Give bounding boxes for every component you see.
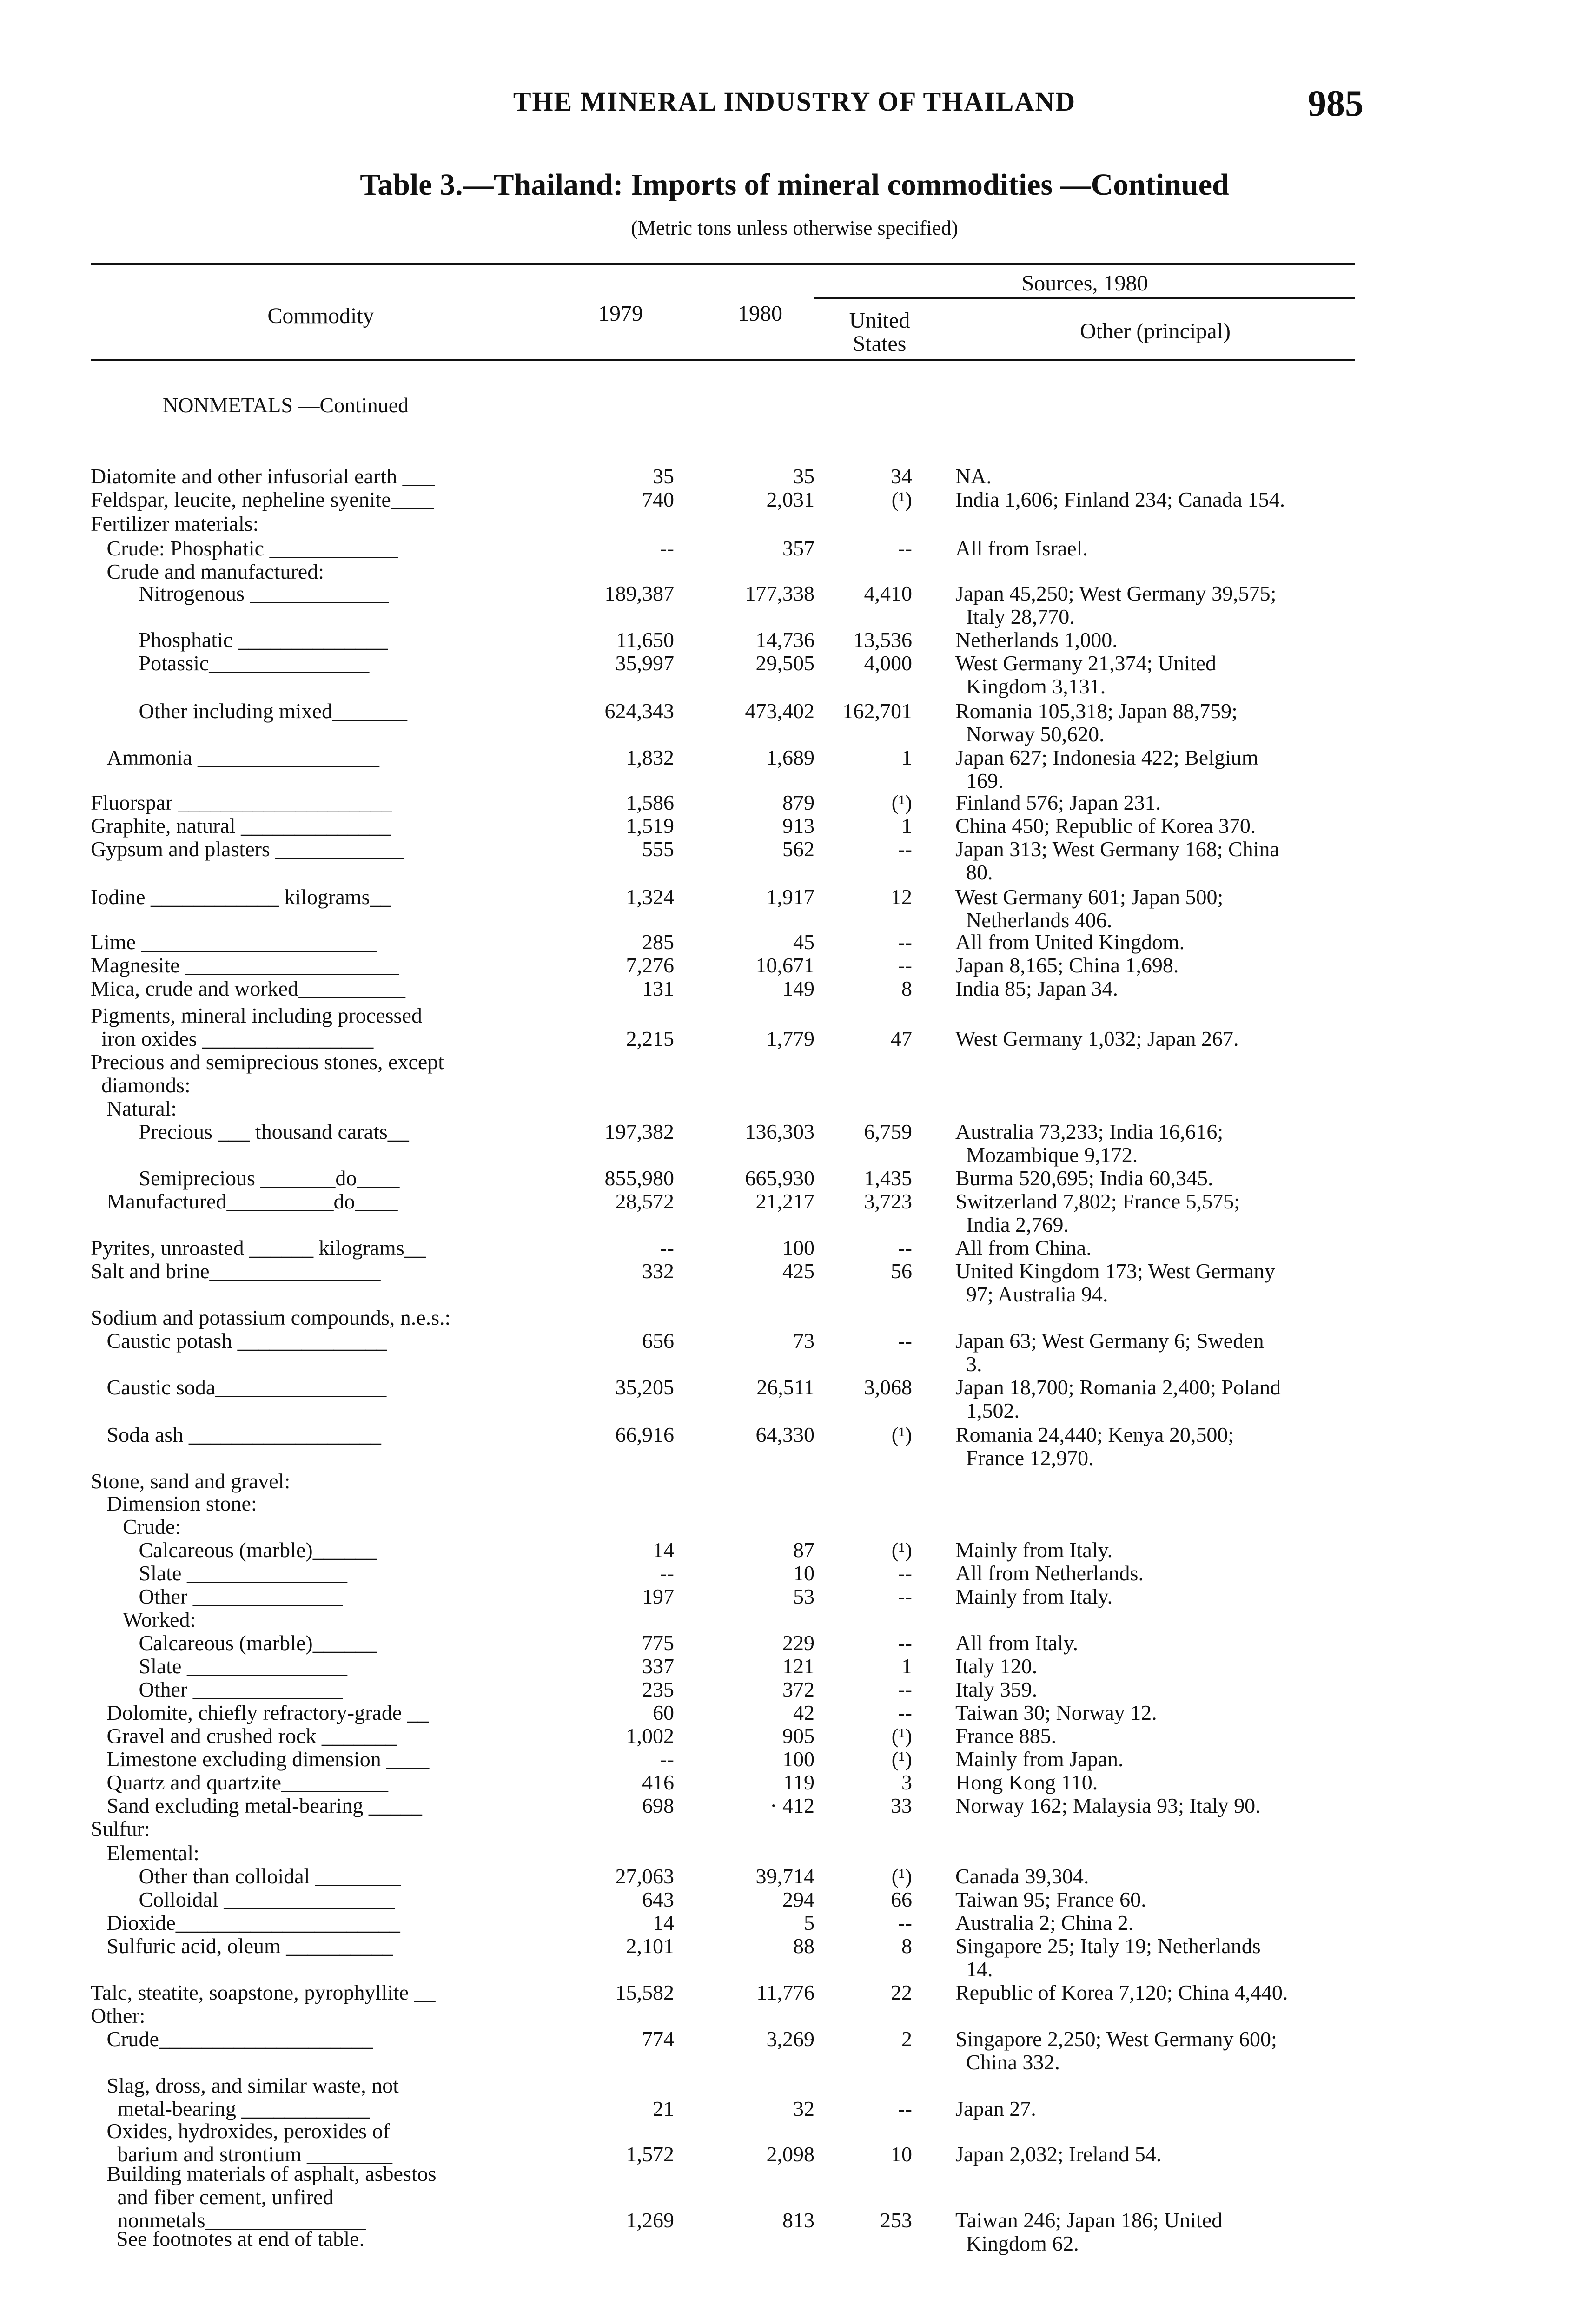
cell-commodity: Pyrites, unroasted ______ kilograms__: [91, 1236, 426, 1260]
cell-commodity: Caustic soda________________: [91, 1375, 387, 1399]
cell-united-states: 12: [891, 885, 912, 909]
cell-1980: · 412: [770, 1794, 814, 1817]
cell-1980: 29,505: [755, 651, 814, 675]
cell-1980: 177,338: [745, 581, 814, 605]
cell-other-sources: Canada 39,304.: [955, 1864, 1089, 1888]
cell-united-states: 56: [891, 1259, 912, 1283]
cell-1979: 27,063: [615, 1864, 674, 1888]
col-header-commodity: Commodity: [267, 304, 374, 328]
cell-other-sources: Taiwan 30; Norway 12.: [955, 1701, 1157, 1724]
col-header-1980: 1980: [738, 301, 782, 326]
cell-1979: 416: [642, 1770, 674, 1794]
running-title: THE MINERAL INDUSTRY OF THAILAND: [513, 86, 1076, 117]
cell-commodity: Pigments, mineral including processed iron oxides ________________: [91, 1004, 422, 1050]
cell-united-states: --: [898, 1561, 912, 1585]
cell-commodity: Calcareous (marble)______: [91, 1631, 377, 1655]
cell-commodity: Slate _______________: [91, 1561, 347, 1585]
cell-1980: 149: [782, 977, 814, 1000]
cell-commodity: Calcareous (marble)______: [91, 1538, 377, 1562]
cell-1980: 35: [793, 464, 814, 488]
cell-1979: 14: [653, 1911, 674, 1934]
cell-other-sources: Japan 313; West Germany 168; China 80.: [955, 837, 1279, 884]
cell-1979: 1,002: [626, 1724, 674, 1748]
cell-other-sources: France 885.: [955, 1724, 1057, 1748]
cell-1979: 21: [653, 2097, 674, 2120]
cell-united-states: (¹): [891, 1538, 912, 1562]
cell-united-states: 8: [901, 1934, 912, 1958]
cell-1980: 372: [782, 1677, 814, 1701]
cell-1979: 35,205: [615, 1375, 674, 1399]
cell-1979: 235: [642, 1677, 674, 1701]
cell-1980: 121: [782, 1654, 814, 1678]
cell-1980: 229: [782, 1631, 814, 1655]
cell-commodity: Diatomite and other infusorial earth ___: [91, 464, 435, 488]
cell-1979: 855,980: [604, 1166, 674, 1190]
cell-other-sources: China 450; Republic of Korea 370.: [955, 814, 1256, 838]
cell-1980: 5: [804, 1911, 814, 1934]
cell-commodity: Talc, steatite, soapstone, pyrophyllite __: [91, 1981, 436, 2004]
cell-1980: 473,402: [745, 699, 814, 723]
cell-commodity: Ammonia _________________: [91, 746, 379, 769]
cell-commodity: Iodine ____________ kilograms__: [91, 885, 391, 909]
cell-commodity: Limestone excluding dimension ____: [91, 1747, 430, 1771]
cell-other-sources: Italy 120.: [955, 1654, 1038, 1678]
cell-commodity: Manufactured__________do____: [91, 1189, 398, 1213]
cell-1980: 10,671: [755, 953, 814, 977]
cell-1979: 35,997: [615, 651, 674, 675]
cell-other-sources: Japan 27.: [955, 2097, 1036, 2120]
table-subtitle: (Metric tons unless otherwise specified): [631, 217, 958, 239]
cell-united-states: 47: [891, 1027, 912, 1050]
cell-other-sources: Romania 24,440; Kenya 20,500; France 12,970.: [955, 1423, 1234, 1470]
cell-commodity: Building materials of asphalt, asbestos and fiber cement, unfired nonmetals_______________: [106, 2162, 437, 2232]
cell-1979: 7,276: [626, 953, 674, 977]
cell-commodity: Potassic_______________: [91, 651, 370, 675]
cell-commodity: Graphite, natural ______________: [91, 814, 391, 838]
cell-united-states: 1: [901, 814, 912, 838]
col-header-sources: Sources, 1980: [1021, 271, 1148, 296]
cell-other-sources: Italy 359.: [955, 1677, 1038, 1701]
cell-commodity: Slag, dross, and similar waste, not metal-bearing ____________: [106, 2073, 399, 2120]
cell-other-sources: Japan 627; Indonesia 422; Belgium 169.: [955, 746, 1258, 792]
cell-commodity: Mica, crude and worked__________: [91, 977, 406, 1000]
cell-commodity: Fertilizer materials:: [91, 512, 259, 535]
cell-1979: 1,586: [626, 791, 674, 814]
cell-united-states: (¹): [891, 1864, 912, 1888]
cell-commodity: Magnesite ____________________: [91, 953, 399, 977]
cell-other-sources: Singapore 25; Italy 19; Netherlands 14.: [955, 1934, 1261, 1981]
cell-1979: 285: [642, 930, 674, 954]
page-number: 985: [1308, 83, 1364, 124]
cell-1980: 2,031: [766, 488, 814, 511]
cell-1980: 425: [782, 1259, 814, 1283]
cell-commodity: Other ______________: [91, 1585, 343, 1608]
cell-commodity: Sand excluding metal-bearing _____: [91, 1794, 422, 1817]
cell-other-sources: Norway 162; Malaysia 93; Italy 90.: [955, 1794, 1261, 1817]
cell-commodity: Stone, sand and gravel:: [91, 1469, 291, 1493]
cell-united-states: --: [898, 1236, 912, 1260]
cell-united-states: 162,701: [842, 699, 912, 723]
cell-united-states: 34: [891, 464, 912, 488]
cell-commodity: Dioxide_____________________: [91, 1911, 400, 1934]
cell-1979: 740: [642, 488, 674, 511]
cell-1980: 39,714: [755, 1864, 814, 1888]
cell-other-sources: Romania 105,318; Japan 88,759; Norway 50,620.: [955, 699, 1238, 746]
cell-commodity: Dolomite, chiefly refractory-grade __: [91, 1701, 429, 1724]
cell-commodity: Elemental:: [91, 1841, 199, 1865]
cell-commodity: Feldspar, leucite, nepheline syenite____: [91, 488, 434, 511]
cell-united-states: 4,410: [864, 581, 912, 605]
cell-1979: --: [660, 536, 674, 560]
cell-commodity: Crude and manufactured:: [91, 560, 324, 583]
cell-other-sources: Netherlands 1,000.: [955, 628, 1118, 652]
cell-1979: 2,215: [626, 1027, 674, 1050]
cell-commodity: Sodium and potassium compounds, n.e.s.:: [91, 1306, 451, 1329]
cell-commodity: Dimension stone:: [91, 1492, 257, 1515]
cell-1980: 100: [782, 1747, 814, 1771]
cell-1980: 1,689: [766, 746, 814, 769]
cell-1980: 45: [793, 930, 814, 954]
cell-other-sources: All from Italy.: [955, 1631, 1079, 1655]
cell-united-states: --: [898, 2097, 912, 2120]
cell-commodity: Slate _______________: [91, 1654, 347, 1678]
cell-1979: 2,101: [626, 1934, 674, 1958]
cell-united-states: --: [898, 1677, 912, 1701]
cell-other-sources: Japan 18,700; Romania 2,400; Poland 1,502.: [955, 1375, 1281, 1422]
col-header-united-states: United States: [849, 308, 910, 357]
cell-other-sources: Burma 520,695; India 60,345.: [955, 1166, 1213, 1190]
cell-1980: 136,303: [745, 1120, 814, 1143]
cell-1979: 66,916: [615, 1423, 674, 1446]
cell-united-states: 1: [901, 1654, 912, 1678]
cell-1980: 294: [782, 1888, 814, 1911]
cell-1979: 337: [642, 1654, 674, 1678]
cell-united-states: 6,759: [864, 1120, 912, 1143]
cell-1980: 357: [782, 536, 814, 560]
cell-commodity: Semiprecious _______do____: [91, 1166, 400, 1190]
cell-commodity: Other:: [91, 2004, 146, 2027]
cell-1979: 656: [642, 1329, 674, 1353]
cell-other-sources: All from Netherlands.: [955, 1561, 1144, 1585]
cell-1980: 119: [783, 1770, 814, 1794]
cell-commodity: Soda ash __________________: [91, 1423, 381, 1446]
cell-1980: 32: [793, 2097, 814, 2120]
col-header-1979: 1979: [598, 301, 643, 326]
header-bottom-rule: [91, 359, 1355, 361]
cell-other-sources: Mainly from Italy.: [955, 1585, 1113, 1608]
cell-other-sources: West Germany 601; Japan 500; Netherlands 406.: [955, 885, 1224, 932]
cell-1980: 11,776: [756, 1981, 814, 2004]
cell-1979: 1,324: [626, 885, 674, 909]
cell-1979: 15,582: [615, 1981, 674, 2004]
cell-1980: 3,269: [766, 2027, 814, 2051]
cell-commodity: Quartz and quartzite__________: [91, 1770, 388, 1794]
cell-1979: 698: [642, 1794, 674, 1817]
cell-united-states: --: [898, 953, 912, 977]
cell-1980: 813: [782, 2208, 814, 2232]
cell-commodity: Colloidal ________________: [91, 1888, 395, 1911]
cell-1980: 42: [793, 1701, 814, 1724]
cell-1980: 88: [793, 1934, 814, 1958]
cell-commodity: Crude____________________: [91, 2027, 373, 2051]
cell-other-sources: Taiwan 246; Japan 186; United Kingdom 62.: [955, 2208, 1223, 2255]
cell-other-sources: West Germany 1,032; Japan 267.: [955, 1027, 1239, 1050]
cell-1979: 624,343: [604, 699, 674, 723]
cell-other-sources: Mainly from Japan.: [955, 1747, 1124, 1771]
cell-commodity: Other ______________: [91, 1677, 343, 1701]
cell-other-sources: West Germany 21,374; United Kingdom 3,131.: [955, 651, 1216, 698]
cell-united-states: --: [898, 930, 912, 954]
cell-united-states: 2: [901, 2027, 912, 2051]
cell-other-sources: Japan 8,165; China 1,698.: [955, 953, 1179, 977]
cell-other-sources: India 1,606; Finland 234; Canada 154.: [955, 488, 1285, 511]
cell-commodity: Phosphatic ______________: [91, 628, 388, 652]
cell-other-sources: NA.: [955, 464, 992, 488]
cell-other-sources: All from China.: [955, 1236, 1092, 1260]
cell-other-sources: Taiwan 95; France 60.: [955, 1888, 1146, 1911]
cell-1979: 774: [642, 2027, 674, 2051]
cell-1980: 87: [793, 1538, 814, 1562]
cell-other-sources: Japan 63; West Germany 6; Sweden 3.: [955, 1329, 1264, 1376]
cell-1980: 14,736: [755, 628, 814, 652]
cell-1980: 10: [793, 1561, 814, 1585]
cell-other-sources: India 85; Japan 34.: [955, 977, 1119, 1000]
cell-1980: 1,779: [766, 1027, 814, 1050]
cell-other-sources: Japan 45,250; West Germany 39,575; Italy 28,770.: [955, 581, 1277, 628]
cell-1979: 11,650: [616, 628, 674, 652]
cell-united-states: --: [898, 1585, 912, 1608]
cell-united-states: 33: [891, 1794, 912, 1817]
cell-commodity: Nitrogenous _____________: [91, 581, 389, 605]
cell-1980: 73: [793, 1329, 814, 1353]
cell-commodity: Worked:: [91, 1608, 196, 1631]
cell-commodity: Precious ___ thousand carats__: [91, 1120, 409, 1143]
cell-1979: 1,832: [626, 746, 674, 769]
cell-commodity: Gravel and crushed rock _______: [91, 1724, 397, 1748]
cell-other-sources: Japan 2,032; Ireland 54.: [955, 2142, 1162, 2166]
cell-1979: 131: [642, 977, 674, 1000]
cell-other-sources: Mainly from Italy.: [955, 1538, 1113, 1562]
cell-1980: 64,330: [755, 1423, 814, 1446]
cell-1979: 1,519: [626, 814, 674, 838]
cell-other-sources: Hong Kong 110.: [955, 1770, 1098, 1794]
cell-1980: 905: [782, 1724, 814, 1748]
cell-united-states: (¹): [891, 1724, 912, 1748]
cell-united-states: 13,536: [853, 628, 912, 652]
cell-united-states: 3: [901, 1770, 912, 1794]
cell-united-states: (¹): [891, 1747, 912, 1771]
table-title: Table 3.—Thailand: Imports of mineral commodities —Continued: [360, 168, 1229, 202]
cell-commodity: Fluorspar ____________________: [91, 791, 392, 814]
footnote: See footnotes at end of table.: [116, 2227, 364, 2251]
cell-1979: 332: [642, 1259, 674, 1283]
cell-1980: 100: [782, 1236, 814, 1260]
col-header-other: Other (principal): [1080, 319, 1231, 343]
cell-united-states: (¹): [891, 791, 912, 814]
cell-1979: 60: [653, 1701, 674, 1724]
cell-1979: 28,572: [615, 1189, 674, 1213]
cell-1979: 1,269: [626, 2208, 674, 2232]
cell-other-sources: Singapore 2,250; West Germany 600; China 332.: [955, 2027, 1277, 2074]
cell-1979: 197,382: [604, 1120, 674, 1143]
cell-united-states: 1: [901, 746, 912, 769]
cell-1980: 2,098: [766, 2142, 814, 2166]
cell-united-states: 253: [880, 2208, 912, 2232]
table-top-rule: [91, 263, 1355, 265]
cell-united-states: 3,068: [864, 1375, 912, 1399]
cell-1979: 197: [642, 1585, 674, 1608]
cell-commodity: Lime ______________________: [91, 930, 377, 954]
cell-united-states: 4,000: [864, 651, 912, 675]
cell-other-sources: Finland 576; Japan 231.: [955, 791, 1161, 814]
cell-other-sources: All from United Kingdom.: [955, 930, 1185, 954]
cell-united-states: 66: [891, 1888, 912, 1911]
cell-commodity: Salt and brine________________: [91, 1259, 381, 1283]
cell-1979: 35: [653, 464, 674, 488]
section-label: NONMETALS —Continued: [163, 393, 409, 417]
cell-united-states: --: [898, 536, 912, 560]
cell-united-states: (¹): [891, 1423, 912, 1446]
cell-1979: 189,387: [604, 581, 674, 605]
cell-1980: 913: [782, 814, 814, 838]
cell-united-states: --: [898, 1701, 912, 1724]
cell-commodity: Caustic potash ______________: [91, 1329, 387, 1353]
cell-other-sources: Australia 2; China 2.: [955, 1911, 1134, 1934]
cell-commodity: Other than colloidal ________: [91, 1864, 401, 1888]
cell-united-states: 10: [891, 2142, 912, 2166]
cell-commodity: Other including mixed_______: [91, 699, 407, 723]
cell-1979: --: [660, 1561, 674, 1585]
cell-commodity: Gypsum and plasters ____________: [91, 837, 404, 861]
cell-1979: --: [660, 1236, 674, 1260]
cell-1979: 14: [653, 1538, 674, 1562]
cell-united-states: 22: [891, 1981, 912, 2004]
cell-other-sources: United Kingdom 173; West Germany 97; Australia 94.: [955, 1259, 1275, 1306]
sources-rule: [814, 297, 1355, 299]
cell-other-sources: Republic of Korea 7,120; China 4,440.: [955, 1981, 1288, 2004]
cell-other-sources: Switzerland 7,802; France 5,575; India 2,769.: [955, 1189, 1240, 1236]
cell-1980: 665,930: [745, 1166, 814, 1190]
cell-1979: --: [660, 1747, 674, 1771]
cell-commodity: Natural:: [91, 1096, 177, 1120]
cell-1980: 21,217: [755, 1189, 814, 1213]
cell-other-sources: All from Israel.: [955, 536, 1088, 560]
cell-united-states: --: [898, 837, 912, 861]
cell-1980: 562: [782, 837, 814, 861]
cell-1979: 775: [642, 1631, 674, 1655]
cell-1980: 879: [782, 791, 814, 814]
cell-united-states: 8: [901, 977, 912, 1000]
cell-commodity: Precious and semiprecious stones, except diamonds:: [91, 1050, 444, 1097]
cell-1979: 643: [642, 1888, 674, 1911]
cell-united-states: --: [898, 1631, 912, 1655]
cell-1980: 53: [793, 1585, 814, 1608]
cell-united-states: (¹): [891, 488, 912, 511]
cell-1979: 1,572: [626, 2142, 674, 2166]
cell-1980: 26,511: [756, 1375, 814, 1399]
cell-united-states: 1,435: [864, 1166, 912, 1190]
cell-1980: 1,917: [766, 885, 814, 909]
cell-commodity: Crude: Phosphatic ____________: [91, 536, 398, 560]
cell-united-states: 3,723: [864, 1189, 912, 1213]
cell-commodity: Crude:: [91, 1515, 181, 1538]
cell-commodity: Oxides, hydroxides, peroxides of barium and strontium ________: [106, 2119, 393, 2166]
cell-1979: 555: [642, 837, 674, 861]
cell-commodity: Sulfur:: [91, 1817, 150, 1841]
cell-commodity: Sulfuric acid, oleum __________: [91, 1934, 393, 1958]
cell-other-sources: Australia 73,233; India 16,616; Mozambique 9,172.: [955, 1120, 1224, 1167]
cell-united-states: --: [898, 1329, 912, 1353]
cell-united-states: --: [898, 1911, 912, 1934]
